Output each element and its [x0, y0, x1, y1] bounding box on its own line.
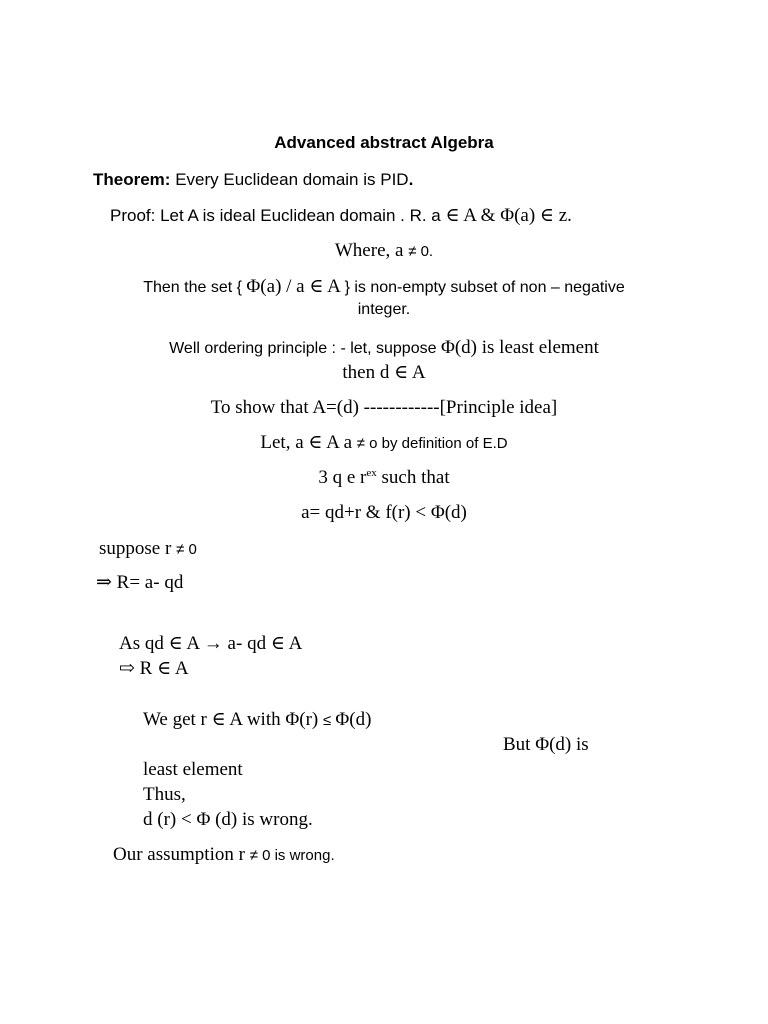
proof-math: ∈ A & Φ(a) ∈ z.	[445, 205, 572, 226]
suppose-math: suppose r	[99, 538, 177, 559]
least-element-line: least element	[143, 759, 243, 780]
as-qd-line: As qd ∈ A → a- qd ∈ A	[119, 633, 303, 654]
then-d-line: then d ∈ A	[342, 362, 426, 383]
to-show-line: To show that A=(d) ------------[Principle idea]	[210, 397, 558, 418]
suppose-line	[99, 539, 197, 558]
where-neq: ≠ 0.	[408, 243, 434, 260]
document-title: Advanced abstract Algebra	[274, 133, 494, 152]
we-get-line	[143, 710, 371, 729]
conclusion-line	[113, 845, 335, 864]
division-equation: a= qd+r & f(r) < Φ(d)	[301, 502, 467, 523]
theorem-label: Theorem:	[93, 170, 171, 189]
proof-line	[110, 206, 572, 225]
where-math: Where, a	[334, 240, 409, 261]
but-phi-line: But Φ(d) is	[503, 734, 589, 755]
exists-superscript: ex	[366, 467, 377, 479]
contradiction-line: d (r) < Φ (d) is wrong.	[143, 809, 313, 830]
well-ordering-text: Well ordering principle : - let, suppose	[169, 340, 441, 357]
implies-line: ⇒ R= a- qd	[96, 572, 184, 593]
r-in-a-line: ⇨ R ∈ A	[119, 658, 189, 679]
proof-text: Proof: Let A is ideal Euclidean domain . R. a	[110, 206, 446, 225]
then-set-text-a: Then the set {	[143, 279, 247, 296]
then-set-math: Φ(a) / a ∈ A	[246, 276, 345, 297]
suppose-neq: ≠ 0	[176, 541, 197, 558]
we-get-math-a: We get r ∈ A with Φ(r)	[143, 709, 323, 730]
let-a-math: Let, a ∈ A a	[260, 432, 357, 453]
we-get-math-b: Φ(d)	[335, 709, 372, 730]
then-set-line	[0, 277, 768, 296]
where-line	[0, 241, 768, 260]
theorem-end: .	[408, 170, 414, 189]
well-ordering-line	[0, 338, 768, 357]
then-set-text-b: } is non-empty subset of non – negative	[344, 279, 625, 296]
conclusion-math: Our assumption r	[113, 844, 250, 865]
thus-line: Thus,	[143, 784, 186, 805]
exists-rest: such that	[376, 467, 450, 488]
well-ordering-math: Φ(d) is least element	[440, 337, 599, 358]
exists-line	[0, 468, 768, 487]
theorem-text: Every Euclidean domain is PID	[170, 170, 409, 189]
we-get-leq: ≤	[322, 712, 336, 729]
let-a-line	[0, 433, 768, 452]
conclusion-text: ≠ 0 is wrong.	[249, 847, 335, 864]
integer-line: integer.	[357, 301, 411, 318]
theorem-statement	[93, 171, 413, 188]
let-a-text: ≠ o by definition of E.D	[356, 435, 508, 452]
exists-text: 3 q e r	[318, 467, 367, 488]
